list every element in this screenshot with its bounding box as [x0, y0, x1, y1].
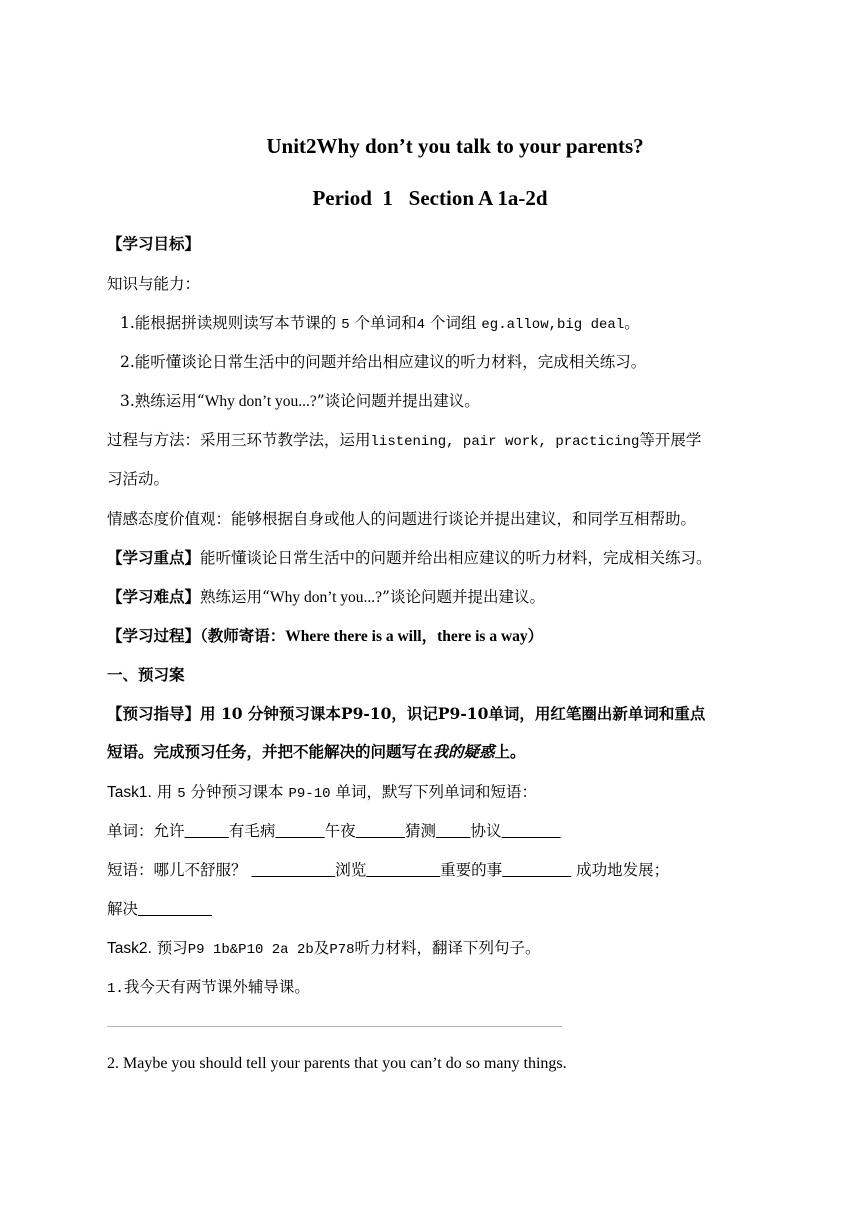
goal-3-pattern: Why don’t you...?: [204, 393, 317, 410]
goals-heading: 【学习目标】: [107, 234, 201, 253]
preview-guide-line2: [107, 741, 770, 763]
guide-text-3: ，识记: [391, 704, 438, 723]
task-1-text-3: 单词，默写下列单词和短语：: [335, 783, 537, 801]
guide-line2-text: 短语。完成预习任务，并把不能解决的问题写在: [107, 742, 433, 761]
word-deal: 协议: [470, 822, 502, 840]
phrase-work-out: 成功地发展；: [576, 861, 670, 879]
key-points-label: 【学习重点】: [107, 548, 201, 567]
phrase-big-deal: 重要的事: [440, 861, 503, 879]
question-1-text: 我今天有两节课外辅导课。: [123, 978, 310, 996]
key-points-text: 能听懂谈论日常生活中的问题并给出相应建议的听力材料，完成相关练习。: [200, 549, 712, 567]
question-2: 2. Maybe you should tell your parents that you can’t do so many things.: [107, 1055, 567, 1072]
phrase-blank[interactable]: [251, 861, 335, 879]
word-midnight: 午夜: [324, 822, 356, 840]
phrase-blanks-line2: [107, 898, 770, 920]
preview-guide-label: 【预习指导】: [107, 704, 201, 723]
word-allow: 允许: [153, 822, 185, 840]
phrase-blanks: [107, 859, 770, 881]
process-text-2: 等开展学: [639, 431, 702, 449]
task-2-label: Task2.: [107, 940, 152, 957]
difficult-points-label: 【学习难点】: [107, 587, 201, 606]
knowledge-label: 知识与能力：: [107, 275, 201, 293]
task-2-pages: P9 1b&P10 2a 2b: [187, 942, 314, 958]
goal-1-text: 1.能根据拼读规则读写本节课的: [120, 314, 337, 332]
learning-process-label: 【学习过程】（教师寄语：: [107, 626, 286, 645]
phrase-blank[interactable]: [138, 900, 212, 918]
goal-1-number-2: 4: [416, 317, 425, 333]
preview-guide: [107, 703, 770, 725]
goal-1-number: 5: [341, 317, 350, 333]
goal-2: 2.能听懂谈论日常生活中的问题并给出相应建议的听力材料，完成相关练习。: [120, 353, 647, 371]
guide-text-2: 分钟预习课本: [247, 704, 341, 723]
guide-text-4: 单词，用红笔圈出新单词和重点: [488, 704, 706, 723]
task-1: [107, 781, 770, 805]
learning-process: [107, 625, 770, 648]
section-preview: 一、预习案: [107, 665, 185, 684]
task-1-pages: P9-10: [288, 786, 331, 802]
goal-3-text: 3.熟练运用“: [120, 392, 205, 410]
word-blank[interactable]: [502, 822, 561, 840]
guide-minutes: 10: [220, 704, 243, 723]
guide-pages: P9-10: [340, 704, 392, 723]
word-blank[interactable]: [436, 822, 471, 840]
task-2-text-2: 及: [313, 939, 330, 957]
process-method-line2: 习活动。: [107, 470, 170, 488]
process-text: 过程与方法：采用三环节教学法，运用: [107, 431, 371, 449]
question-1: [107, 976, 770, 1000]
document-subtitle: Period 1 Section A 1a-2d: [312, 186, 548, 210]
task-1-label: Task1.: [107, 784, 152, 801]
goal-1-end: 。: [624, 314, 640, 332]
word-wrong: 有毛病: [228, 822, 276, 840]
difficult-points-text-2: ”谈论问题并提出建议。: [382, 588, 545, 606]
task-1-text: 用: [156, 783, 173, 801]
my-doubts: 我的疑惑: [432, 742, 495, 761]
process-activities: listening, pair work, practicing: [370, 434, 640, 450]
goal-3-text-2: ”谈论问题并提出建议。: [316, 392, 480, 410]
learning-process-end: ）: [527, 626, 544, 645]
document-title: Unit2Why don’t you talk to your parents?: [266, 134, 644, 158]
task-2-page: P78: [329, 942, 355, 958]
goal-1-example: eg.allow,big deal: [481, 317, 625, 333]
phrases-label: 短语：: [107, 861, 154, 879]
phrase-blank[interactable]: [502, 861, 571, 879]
word-blank[interactable]: [356, 822, 405, 840]
word-guess: 猜测: [404, 822, 436, 840]
task-1-text-2: 分钟预习课本: [190, 783, 284, 801]
goal-1: [120, 312, 770, 336]
difficult-points: [107, 586, 770, 609]
task-2-text-3: 听力材料，翻译下列句子。: [354, 939, 541, 957]
guide-text: 用: [200, 704, 216, 723]
answer-line[interactable]: [107, 1026, 562, 1027]
word-blank[interactable]: [185, 822, 229, 840]
task-2: [107, 937, 770, 961]
guide-pages-2: P9-10: [437, 704, 489, 723]
phrase-whats-wrong: 哪儿不舒服？: [153, 861, 247, 879]
key-points: [107, 547, 770, 569]
phrase-blank[interactable]: [366, 861, 440, 879]
words-label: 单词：: [107, 822, 154, 840]
phrase-look-through: 浏览: [335, 861, 367, 879]
emotion-values: 情感态度价值观：能够根据自身或他人的问题进行谈论并提出建议，和同学互相帮助。: [107, 510, 697, 528]
difficult-points-pattern: Why don’t you...?: [269, 589, 383, 606]
word-blank[interactable]: [275, 822, 324, 840]
process-method: [107, 429, 770, 453]
question-1-number: 1.: [107, 981, 124, 997]
goal-1-text-2: 个单词和: [354, 314, 417, 332]
goal-1-text-3: 个词组: [429, 314, 477, 332]
word-blanks: [107, 820, 770, 842]
guide-line2-end: 上。: [494, 742, 526, 761]
phrase-solve: 解决: [107, 900, 139, 918]
task-1-minutes: 5: [177, 786, 186, 802]
task-2-text: 预习: [156, 939, 188, 957]
teacher-quote: Where there is a will，there is a way: [285, 628, 528, 645]
goal-3: [120, 390, 770, 413]
difficult-points-text: 熟练运用“: [200, 588, 270, 606]
